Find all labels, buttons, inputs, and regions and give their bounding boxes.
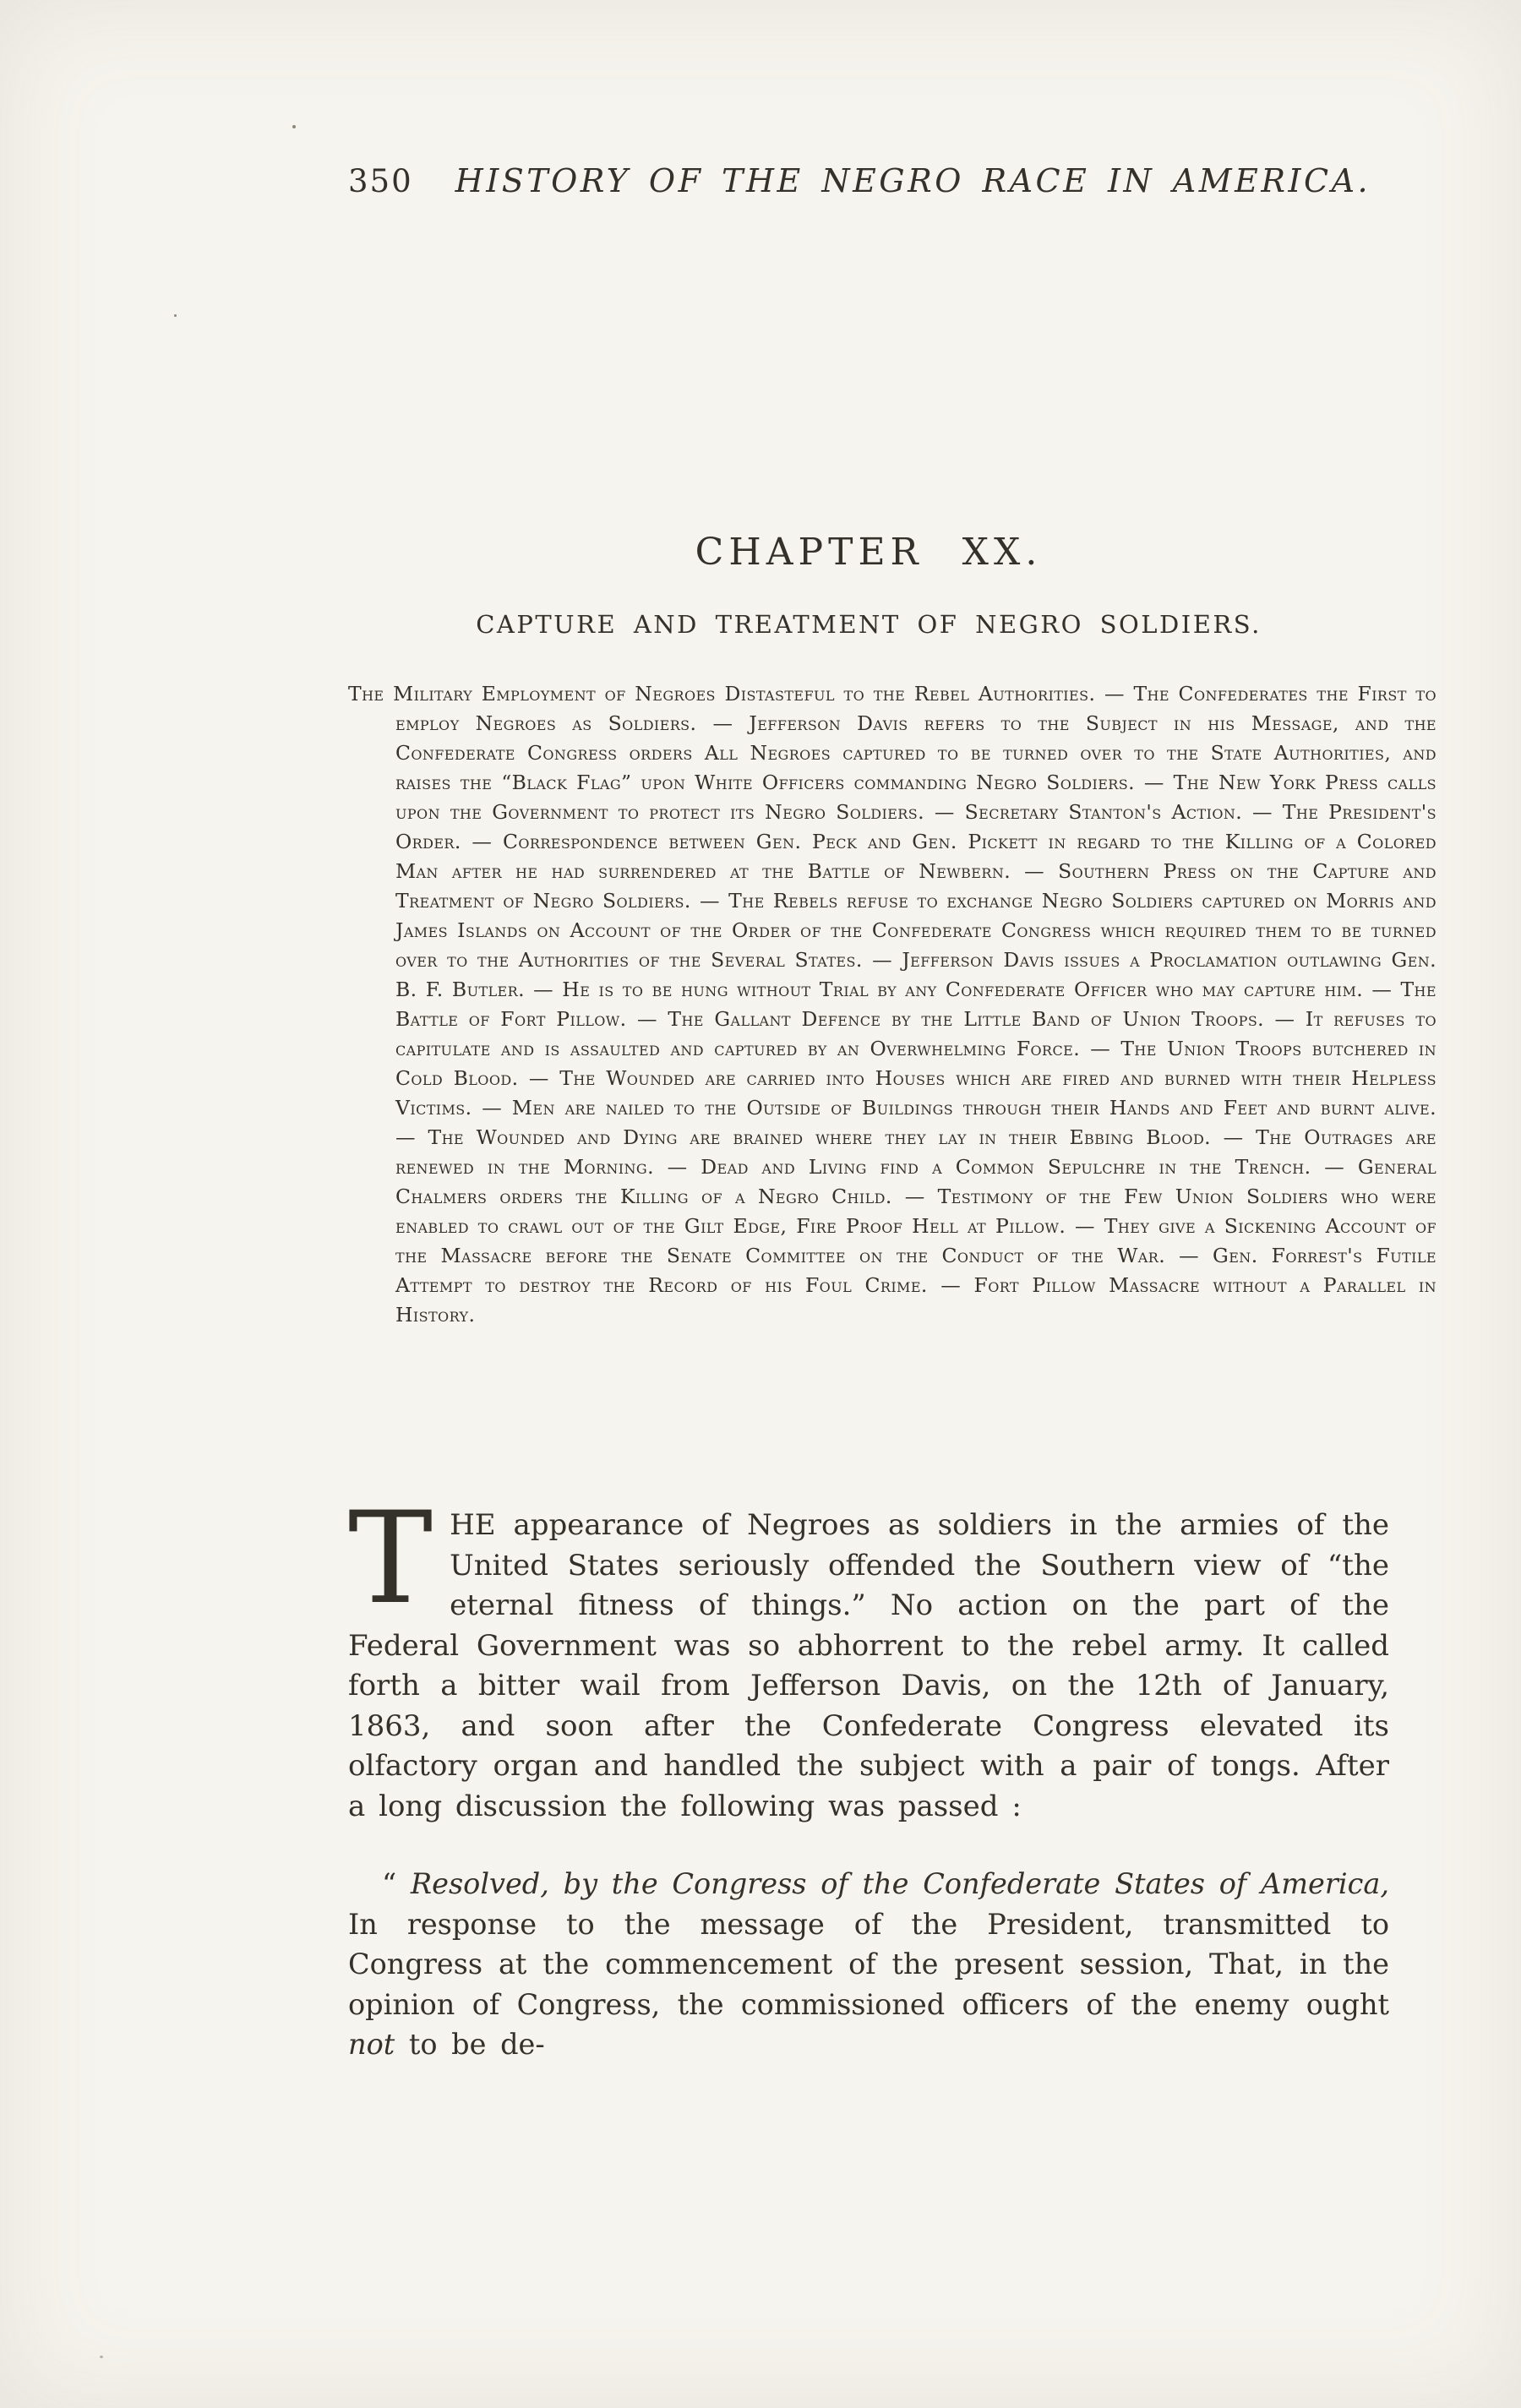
opening-paragraph-text: HE appearance of Negroes as soldiers in the armies of the United States seriously offended the Southern view of “the eternal fitness of things.” No action on the part of the Federal Government was so abhorrent to the rebel army. It called forth a bitter wail from Jefferson Davis, on the 12th of January, 1863, and soon after the Confederate Congress elevated its olfactory organ and handled the subject with a pair of tongs. After a long discussion the following was passed :	[348, 1508, 1389, 1823]
quote-italic-lead: Resolved, by the Congress of the Confederate States of America,	[410, 1867, 1389, 1900]
body-text	[348, 1485, 1389, 2065]
scan-speck	[100, 2356, 103, 2358]
quote-open-mark: “	[382, 1867, 411, 1900]
running-title: HISTORY OF THE NEGRO RACE IN AMERICA.	[455, 162, 1371, 199]
chapter-subtitle: CAPTURE AND TREATMENT OF NEGRO SOLDIERS.	[476, 610, 1262, 639]
page-number: 350	[348, 163, 413, 199]
chapter-synopsis: The Military Employment of Negroes Distasteful to the Rebel Authorities. — The Confederates the First to employ Negroes as Soldiers. — Jefferson Davis refers to the Subject in his Message, and the Confederate Congress orders All Negroes captured to be turned over to the State Authorities, and raises the “Black Flag” upon White Officers commanding Negro Soldiers. — The New York Press calls upon the Government to protect its Negro Soldiers. — Secretary Stanton's Action. — The President's Order. — Correspondence between Gen. Peck and Gen. Pickett in regard to the Killing of a Colored Man after he had surrendered at the Battle of Newbern. — Southern Press on the Capture and Treatment of Negro Soldiers. — The Rebels refuse to exchange Negro Soldiers captured on Morris and James Islands on Account of the Order of the Confederate Congress which required them to be turned over to the Authorities of the Several States. — Jefferson Davis issues a Proclamation outlawing Gen. B. F. Butler. — He is to be hung without Trial by any Confederate Officer who may capture him. — The Battle of Fort Pillow. — The Gallant Defence by the Little Band of Union Troops. — It refuses to capitulate and is assaulted and captured by an Overwhelming Force. — The Union Troops butchered in Cold Blood. — The Wounded are carried into Houses which are fired and burned with their Helpless Victims. — Men are nailed to the Outside of Buildings through their Hands and Feet and burnt alive. — The Wounded and Dying are brained where they lay in their Ebbing Blood. — The Outrages are renewed in the Morning. — Dead and Living find a Common Sepulchre in the Trench. — General Chalmers orders the Killing of a Negro Child. — Testimony of the Few Union Soldiers who were enabled to crawl out of the Gilt Edge, Fire Proof Hell at Pillow. — They give a Sickening Account of the Massacre before the Senate Committee on the Conduct of the War. — Gen. Forrest's Futile Attempt to destroy the Record of his Foul Crime. — Fort Pillow Massacre without a Parallel in History.	[348, 682, 1436, 1327]
running-head	[348, 162, 1389, 199]
opening-paragraph	[348, 1485, 1389, 1827]
scan-speck	[174, 314, 177, 317]
drop-cap: T	[348, 1485, 433, 1632]
quote-italic-not: not	[348, 2028, 395, 2061]
resolution-quote-paragraph	[348, 1864, 1389, 2065]
scan-speck	[292, 125, 296, 128]
chapter-heading: CHAPTER XX.	[695, 531, 1043, 574]
quote-roman-tail: to be de-	[408, 2028, 545, 2061]
quote-roman-body: In response to the message of the President, transmitted to Congress at the commencement of the present session, That, in the opinion of Congress, the commissioned officers of the enemy ought	[348, 1907, 1389, 2021]
